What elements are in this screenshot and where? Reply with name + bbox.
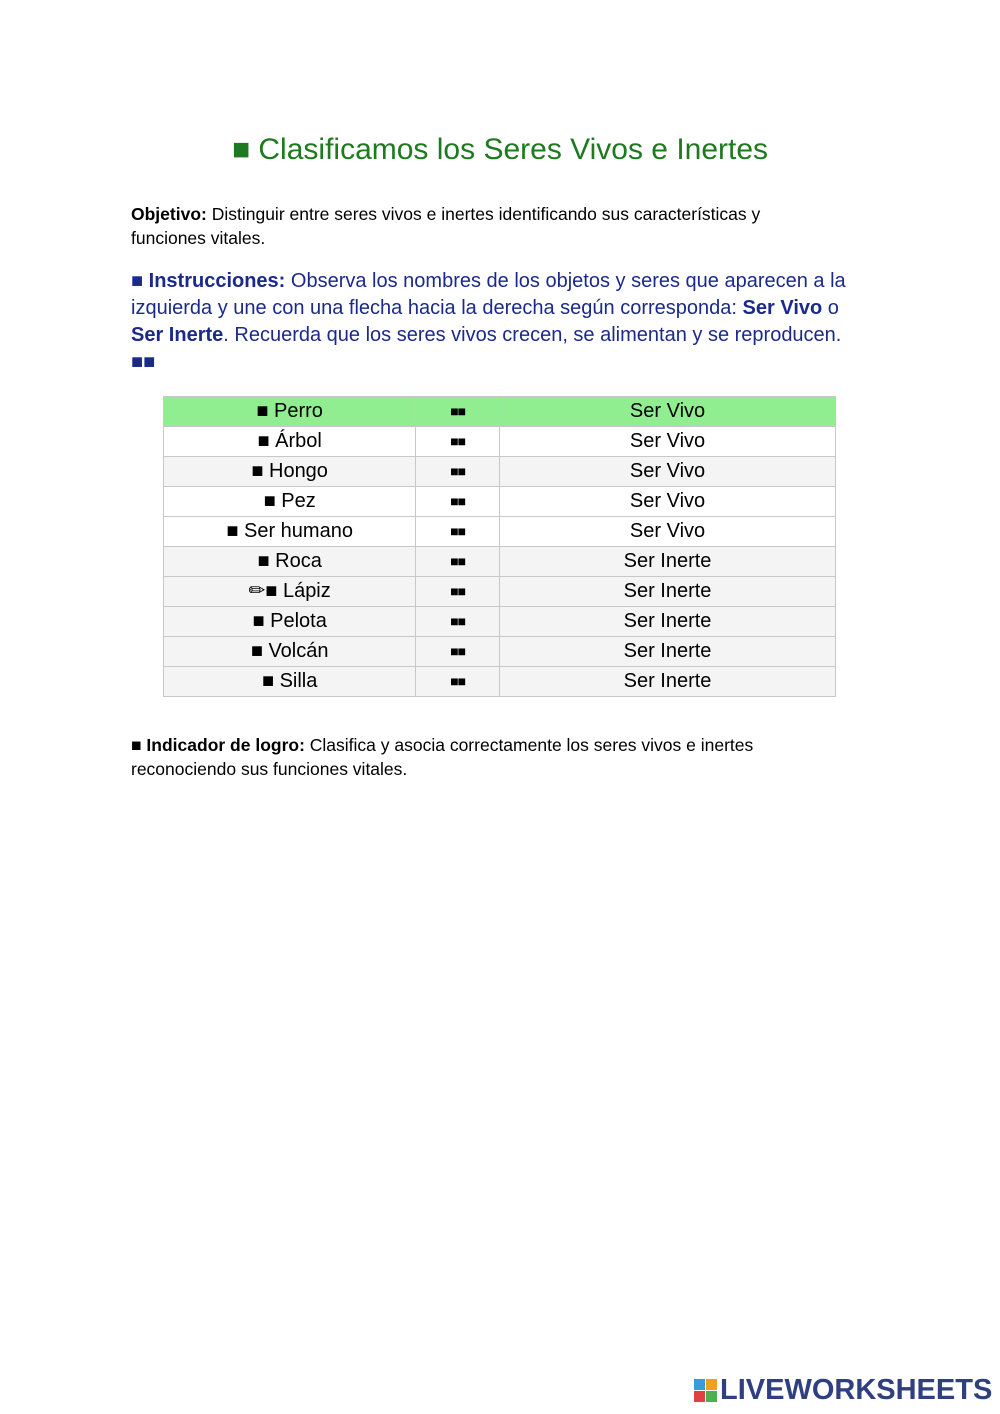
liveworksheets-logo — [694, 1372, 992, 1408]
category-cell: Ser Inerte — [500, 607, 836, 637]
category-cell: Ser Vivo — [500, 487, 836, 517]
instructions-paragraph — [131, 268, 871, 376]
item-cell: ■ Silla — [164, 667, 416, 697]
instructions-text-3: . Recuerda que los seres vivos crecen, se alimentan y se reproducen. ■■ — [131, 324, 842, 373]
arrow-cell[interactable]: ■■ — [416, 577, 500, 607]
category-cell: Ser Inerte — [500, 547, 836, 577]
logo-text: LIVEWORKSHEETS — [720, 1373, 993, 1406]
arrow-cell[interactable]: ■■ — [416, 487, 500, 517]
item-cell: ■ Roca — [164, 547, 416, 577]
objective-label: Objetivo: — [131, 204, 207, 224]
logo-mark-icon — [694, 1379, 717, 1402]
classification-table — [163, 396, 836, 697]
page-title: ■ Clasificamos los Seres Vivos e Inertes — [231, 133, 769, 166]
objective-text: Distinguir entre seres vivos e inertes identificando sus características y funciones vitales. — [131, 204, 761, 248]
category-cell: Ser Inerte — [500, 577, 836, 607]
instructions-text-2: o — [822, 297, 839, 319]
logo-square — [706, 1379, 717, 1390]
item-cell: ■ Árbol — [164, 427, 416, 457]
term-ser-vivo: Ser Vivo — [742, 297, 823, 319]
table-row — [164, 517, 836, 547]
arrow-cell[interactable]: ■■ — [416, 667, 500, 697]
table-row — [164, 487, 836, 517]
category-cell: Ser Vivo — [500, 457, 836, 487]
arrow-cell[interactable]: ■■ — [416, 397, 500, 427]
table-row — [164, 457, 836, 487]
instructions-label: ■ Instrucciones: — [131, 270, 286, 292]
arrow-cell[interactable]: ■■ — [416, 547, 500, 577]
item-cell: ■ Hongo — [164, 457, 416, 487]
table-row — [164, 547, 836, 577]
category-cell: Ser Vivo — [500, 397, 836, 427]
table-row — [164, 397, 836, 427]
arrow-cell[interactable]: ■■ — [416, 637, 500, 667]
item-cell: ✏■ Lápiz — [164, 577, 416, 607]
category-cell: Ser Vivo — [500, 427, 836, 457]
logo-square — [694, 1379, 705, 1390]
objective-paragraph — [131, 202, 831, 250]
logo-square — [706, 1391, 717, 1402]
item-cell: ■ Volcán — [164, 637, 416, 667]
table-row — [164, 577, 836, 607]
arrow-cell[interactable]: ■■ — [416, 457, 500, 487]
category-cell: Ser Inerte — [500, 637, 836, 667]
table-row — [164, 607, 836, 637]
arrow-cell[interactable]: ■■ — [416, 427, 500, 457]
table-row — [164, 667, 836, 697]
indicator-label: ■ Indicador de logro: — [131, 735, 305, 755]
term-ser-inerte: Ser Inerte — [131, 324, 224, 346]
category-cell: Ser Vivo — [500, 517, 836, 547]
table-row — [164, 427, 836, 457]
arrow-cell[interactable]: ■■ — [416, 607, 500, 637]
item-cell: ■ Pez — [164, 487, 416, 517]
table-row — [164, 637, 836, 667]
item-cell: ■ Ser humano — [164, 517, 416, 547]
logo-square — [694, 1391, 705, 1402]
instructions-text-1: Observa los nombres de los objetos y seres que aparecen a la izquierda y une con una flecha hacia la derecha según corresponda: — [131, 270, 846, 319]
item-cell: ■ Pelota — [164, 607, 416, 637]
item-cell: ■ Perro — [164, 397, 416, 427]
achievement-indicator — [131, 733, 831, 781]
category-cell: Ser Inerte — [500, 667, 836, 697]
indicator-text: Clasifica y asocia correctamente los seres vivos e inertes reconociendo sus funciones vitales. — [131, 735, 754, 779]
arrow-cell[interactable]: ■■ — [416, 517, 500, 547]
